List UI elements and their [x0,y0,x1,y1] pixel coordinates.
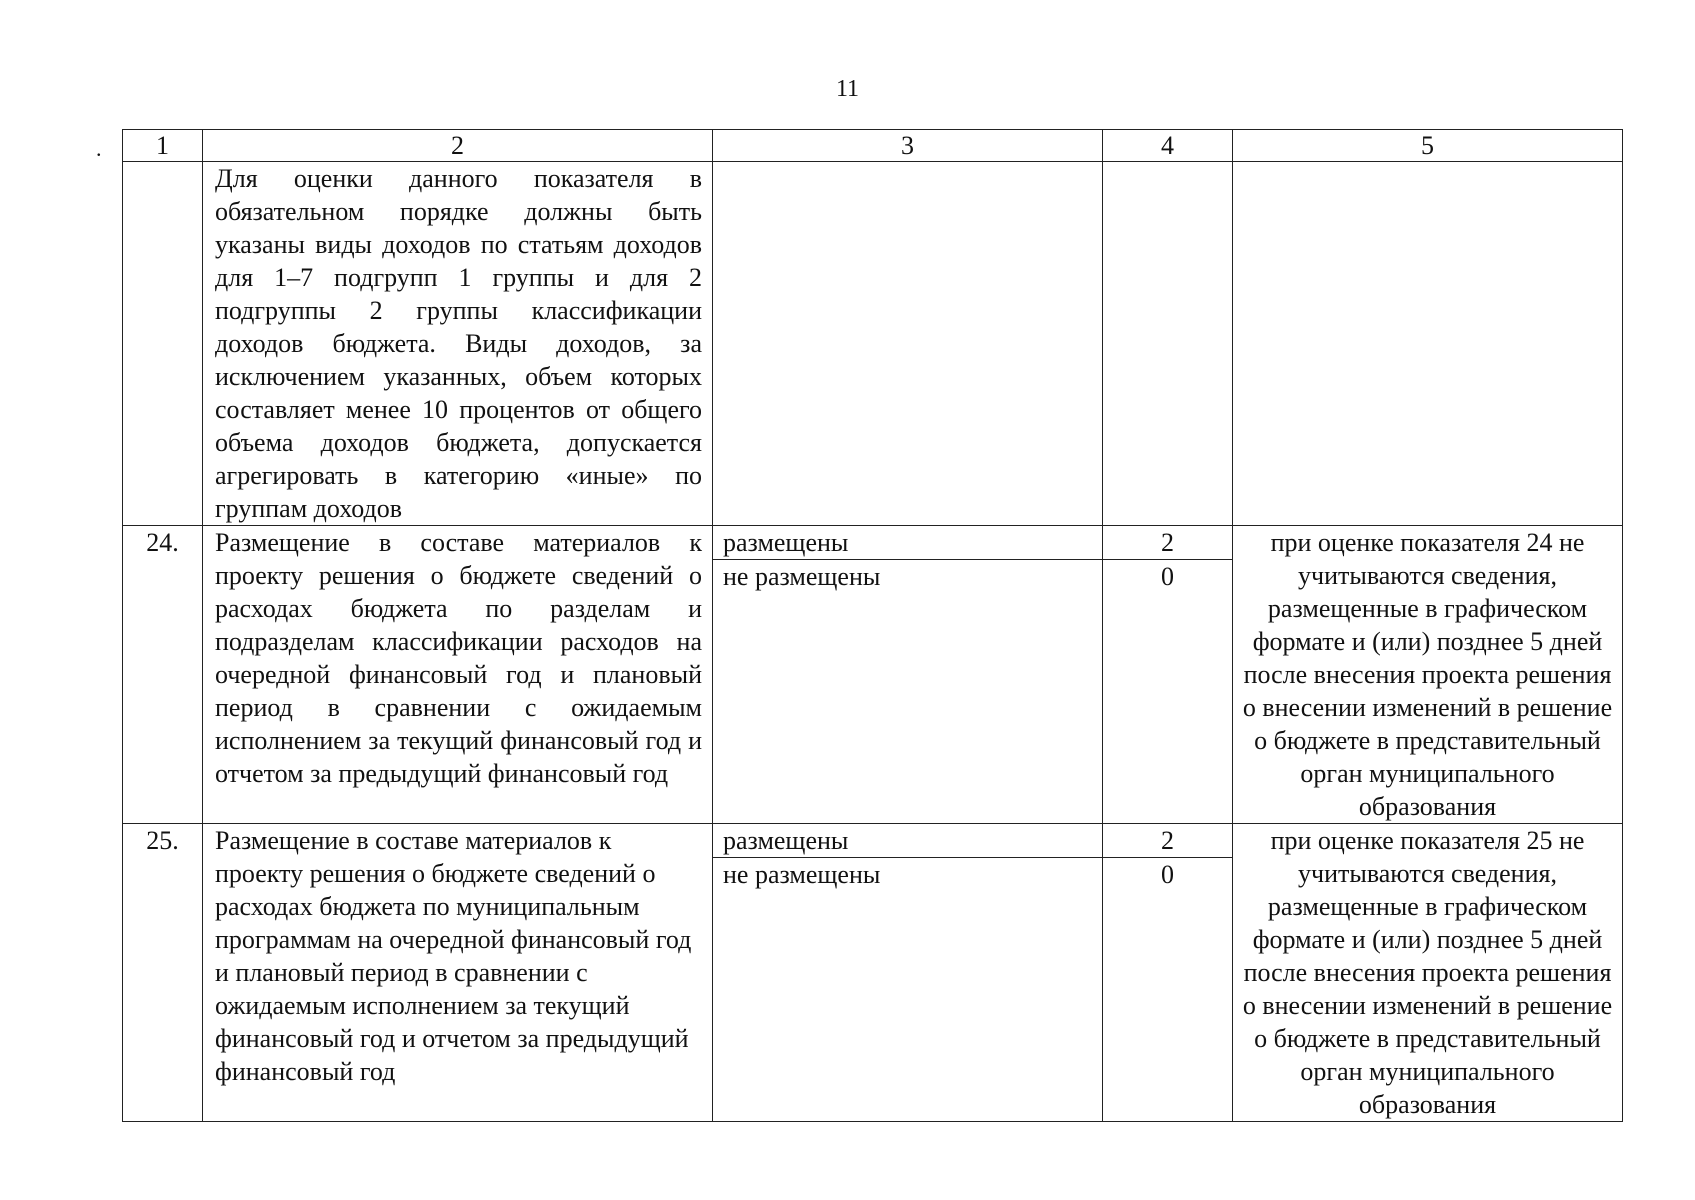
column-header-3: 3 [713,130,1103,162]
empty-cell [1233,162,1623,526]
table-row [123,526,1623,824]
margin-mark: . [96,136,102,161]
row-number: 25. [123,824,203,1122]
column-header-4: 4 [1103,130,1233,162]
row-note: при оценке показателя 25 не учитываются сведения, размещенные в графическом формате и (или) позднее 5 дней после внесения проекта решения о внесении изменений в решение о бюджете в представительный орган муниципального образования [1233,824,1623,1122]
option-score: 2 [1103,824,1232,858]
row-number-cell [123,162,203,526]
option-score: 0 [1161,562,1174,591]
row-note: при оценке показателя 24 не учитываются сведения, размещенные в графическом формате и (или) позднее 5 дней после внесения проекта решения о внесении изменений в решение о бюджете в представительный орган муниципального образования [1233,526,1623,824]
column-header-5: 5 [1233,130,1623,162]
options-cell [713,526,1103,824]
option-label: не размещены [723,562,881,591]
page-number: 11 [835,76,860,102]
option-score: 2 [1103,526,1232,560]
empty-cell [1103,162,1233,526]
option-score: 0 [1161,860,1174,889]
scores-cell [1103,824,1233,1122]
options-cell [713,824,1103,1122]
row-description: Размещение в составе материалов к проекту решения о бюджете сведений о расходах бюджета по разделам и подразделам классификации расходов на очередной финансовый год и плановый период в сравнении с ожидаемым исполнением за текущий финансовый год и отчетом за предыдущий финансовый год [203,526,713,824]
option-label: не размещены [723,860,881,889]
row-number: 24. [123,526,203,824]
criteria-table [122,129,1623,1122]
row-description: Размещение в составе материалов к проекту решения о бюджете сведений о расходах бюджета по муниципальным программам на очередной финансовый год и плановый период в сравнении с ожидаемым исполнением за текущий финансовый год и отчетом за предыдущий финансовый год [203,824,713,1122]
table-row [123,824,1623,1122]
table-header-row [123,130,1623,162]
option-label: размещены [713,824,1102,858]
column-header-1: 1 [123,130,203,162]
empty-cell [713,162,1103,526]
column-header-2: 2 [203,130,713,162]
continuation-description: Для оценки данного показателя в обязательном порядке должны быть указаны виды доходов по статьям доходов для 1–7 подгрупп 1 группы и для 2 подгруппы 2 группы классификации доходов бюджета. Виды доходов, за исключением указанных, объем которых составляет менее 10 процентов от общего объема доходов бюджета, допускается агрегировать в категорию «иные» по группам доходов [203,162,713,526]
table-row-continuation [123,162,1623,526]
scores-cell [1103,526,1233,824]
option-label: размещены [713,526,1102,560]
